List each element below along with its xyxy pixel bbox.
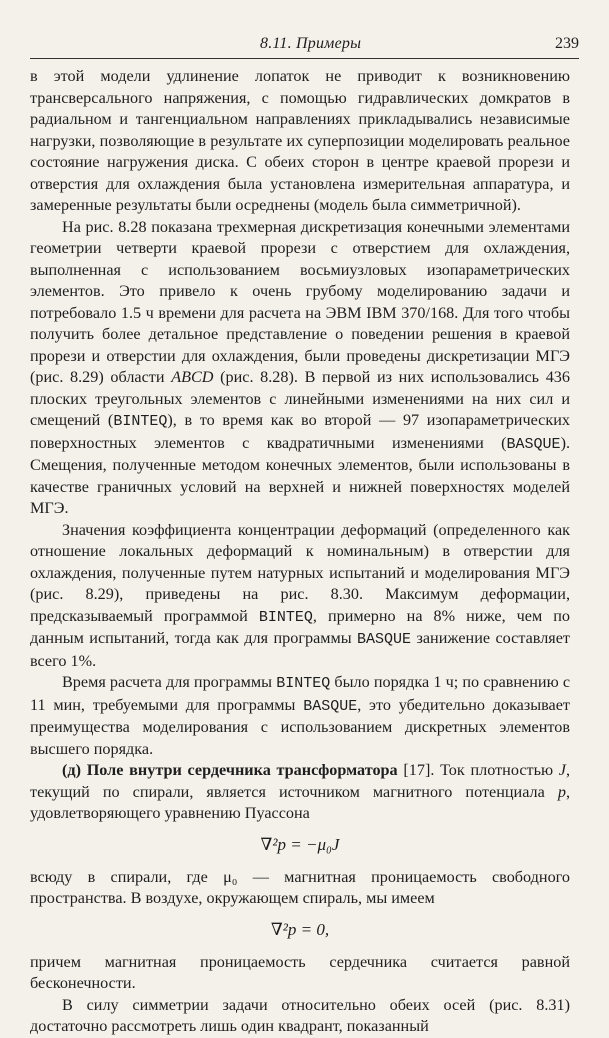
p2-text-d: ). Смещения, полученные методом конечных элементов, были использованы в качестве граничных условий на верхней и нижней поверхностях моделей МГЭ.: [30, 433, 570, 517]
p2-text-c: ), в то время как во второй — 97 изопараметрических поверхностных элементов с квадратичными изменениями (: [30, 411, 570, 452]
program-name-binteq: BINTEQ: [113, 413, 168, 430]
program-name-basque: BASQUE: [357, 631, 412, 648]
p5-text-a: Ток плотностью: [434, 761, 559, 779]
paragraph-5: [30, 760, 570, 825]
p2-text-b: (рис. 8.28). В первой из них использовались 436 плоских треугольных элементов с линейными изменениями на них сил и смещений (: [30, 368, 570, 429]
section-title: 8.11. Примеры: [260, 35, 362, 52]
program-name-binteq: BINTEQ: [276, 675, 331, 692]
paragraph-1: в этой модели удлинение лопаток не приводит к возникновению трансверсального напряжения, с помощью гидравлических домкратов в радиальном и тангенциальном направлениях прикладывались независимые нагрузки, позволяющие в результате их суперпозиции моделировать реальное состояние нагружения диска. С обеих сторон в центре краевой прорези и отверстия для охлаждения была установлена измерительная аппаратура, и замеренные результаты были осреднены (модель была симметричной).: [30, 67, 570, 214]
paragraph-2: [30, 217, 570, 520]
symbol-j: J: [558, 761, 566, 779]
paragraph-6: всюду в спирали, где μ₀ — магнитная проницаемость свободного пространства. В воздухе, окружающем спираль, мы имеем: [30, 867, 570, 907]
subsection-heading: (д) Поле внутри сердечника трансформатора: [62, 761, 398, 779]
reference-marker: [17].: [397, 761, 435, 779]
paragraph-3: [30, 520, 570, 673]
poisson-equation: ∇²p = −μ₀J: [260, 834, 340, 854]
symbol-p: p: [557, 782, 566, 801]
page-number: 239: [555, 35, 579, 52]
paragraph-8: В силу симметрии задачи относительно обеих осей (рис. 8.31) достаточно рассмотреть лишь один квадрант, показанный: [30, 995, 570, 1035]
running-header: [30, 30, 579, 59]
program-name-basque: BASQUE: [303, 697, 358, 715]
p5-text-c: , удовлетворяющего уравнению Пуассона: [30, 782, 570, 822]
p5-text-b: , текущий по спирали, является источником магнитного потенциала: [30, 761, 571, 801]
paragraph-7: причем магнитная проницаемость сердечника считается равной бесконечности.: [30, 952, 570, 992]
p4-text-b: было порядка 1 ч; по сравнению с 11 мин, требуемыми для программы: [30, 673, 571, 714]
p3-text-b: , примерно на 8% ниже, чем по данным испытаний, тогда как для программы: [30, 606, 570, 647]
p2-text-a: На рис. 8.28 показана трехмерная дискретизация конечными элементами геометрии четверти краевой прорези с отверстием для охлаждения, выполненная с использованием восьмиузловых изопараметрических элементов. Это привело к очень грубому моделированию задачи и потребовало 1.5 ч времени для расчета на ЭВМ IBM 370/168. Для того чтобы получить более детальное представление о поведении решения в краевой прорези и отверстии для охлаждения, были проведены дискретизации МГЭ (рис. 8.29) области: [30, 217, 570, 386]
p4-text-a: Время расчета для программы: [62, 673, 277, 691]
p4-text-c: , это убедительно доказывает преимущества моделирования с использованием дискретных элементов высшего порядка.: [30, 695, 570, 758]
program-name-basque: BASQUE: [506, 435, 561, 453]
region-label: ABCD: [171, 368, 214, 386]
paragraph-4: [30, 672, 570, 760]
program-name-binteq: BINTEQ: [258, 608, 313, 626]
text-body: [30, 66, 570, 1038]
laplace-equation: ∇²p = 0,: [270, 919, 330, 939]
p3-text-c: занижение составляет всего 1%.: [30, 629, 571, 670]
p3-text-a: Значения коэффициента концентрации деформаций (определенного как отношение локальных деформаций к номинальным) в отверстии для охлаждения, полученные путем натурных испытаний и моделирования МГЭ (рис. 8.29), приведены на рис. 8.30. Максимум деформации, предсказываемый программой: [30, 520, 570, 625]
